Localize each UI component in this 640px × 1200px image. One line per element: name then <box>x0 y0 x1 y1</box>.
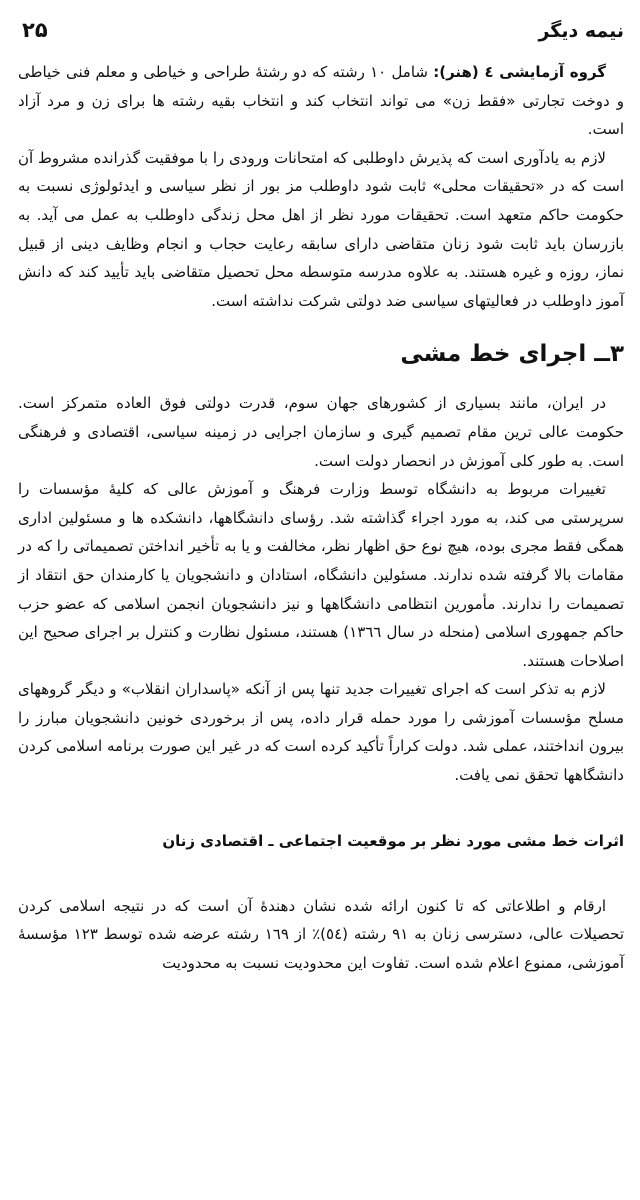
running-head <box>18 18 624 58</box>
paragraph-university-changes: تغییرات مربوط به دانشگاه توسط وزارت فرهنگ و آموزش عالی که کلیهٔ مؤسسات را سرپرستی می کند، به مورد اجراء گذاشته شد. رؤسای دانشگاهها، دانشکده ها و مسئولین اداری همگی فقط مجری بوده، هیچ نوع حق اظهار نظر، مخالفت و یا به تأخیر انداختن تصمیماتی را که در مقامات بالا گرفته شده ندارند. مسئولین دانشگاه، استادان و دانشجویان یا کارمندان حق انتقاد از تصمیمات را ندارند. مأمورین انتظامی دانشگاهها و نیز دانشجویان انجمن اسلامی که عضو حزب حاکم جمهوری اسلامی (منحله در سال ۱۳٦٦) هستند، مسئول نظارت و کنترل بر اجرای صحیح این اصلاحات هستند. <box>18 480 624 670</box>
paragraph-statistics: ارقام و اطلاعاتی که تا کنون ارائه شده نشان دهندهٔ آن است که در نتیجه اسلامی کردن تحصیلات عالی، دسترسی زنان به ۹۱ رشته (٥٤)٪ از ۱٦۹ رشته عرضه شده توسط ۱۲۳ مؤسسهٔ آموزشی، ممنوع اعلام شده است. تفاوت این محدودیت نسبت به محدودیت <box>18 896 624 972</box>
book-title: نیمه دیگر <box>538 20 624 42</box>
page-number: ۲۵ <box>22 18 48 42</box>
paragraph-centralized-state: در ایران، مانند بسیاری از کشورهای جهان سوم، قدرت دولتی فوق العاده متمرکز است. حکومت عالی ترین مقام تصمیم گیری و سازمان اجرایی در زمینه سیاسی، اقتصادی و فرهنگی است. به طور کلی آموزش در انحصار دولت است. <box>18 394 624 470</box>
paragraph-art-group <box>18 58 624 144</box>
subsection-heading: اثرات خط مشی مورد نظر بر موقعیت اجتماعی ـ اقتصادی زنان <box>162 831 624 850</box>
section-heading: ۳ــ اجرای خط مشی <box>400 341 624 368</box>
group-label: گروه آزمایشی ٤ (هنر): <box>433 63 606 81</box>
paragraph-art-group-text: شامل ۱۰ رشته که دو رشتهٔ طراحی و خیاطی و معلم فنی خیاطی و دوخت تجارتی «فقط زن» می تواند انتخاب کند و انتخاب بقیه رشته ها برای زن و مرد آزاد است. <box>18 63 624 139</box>
paragraph-revolutionary-guards: لازم به تذکر است که اجرای تغییرات جدید تنها پس از آنکه «پاسداران انقلاب» و دیگر گروههای مسلح مؤسسات آموزشی را مورد حمله قرار داده، پس از برخوردی خونین دانشجویان مبارز را بیرون انداختند، عملی شد. دولت کراراً تأکید کرده است که در غیر این صورت برنامه اسلامی کردن دانشگاهها تحقق نمی یافت. <box>18 680 624 785</box>
paragraph-local-investigation: لازم به یادآوری است که پذیرش داوطلبی که امتحانات ورودی را با موفقیت گذرانده مشروط آن است که در «تحقیقات محلی» ثابت شود داوطلب مز بور از نظر سیاسی و ایدئولوژی نسبت به حکومت حاکم متعهد است. تحقیقات مورد نظر از اهل محل زندگی داوطلب به عمل می آید. به بازرسان باید ثابت شود زنان متقاضی دارای سابقه رعایت حجاب و انجام وظایف دینی از قبیل نماز، روزه و غیره هستند. به علاوه مدرسه متوسطه محل تحصیل متقاضی باید تأیید کند که دانش آموز داوطلب در فعالیتهای سیاسی ضد دولتی شرکت نداشته است. <box>18 148 624 310</box>
